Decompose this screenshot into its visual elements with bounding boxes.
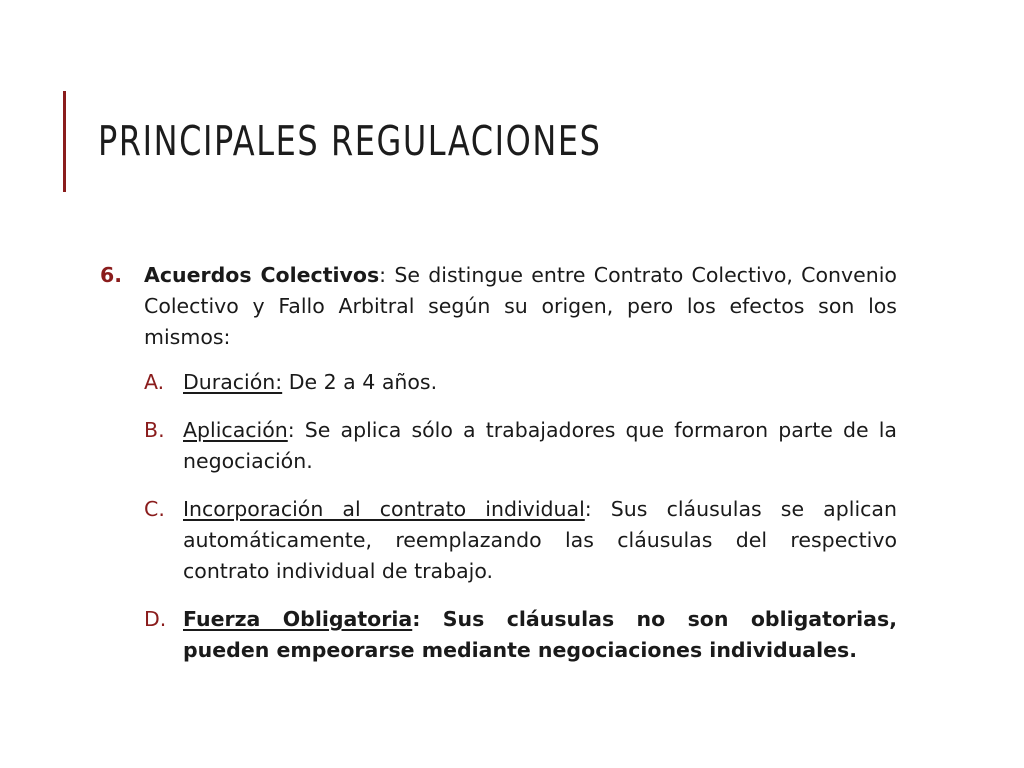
- sub-item-body: [183, 415, 897, 477]
- sub-item-body: [183, 604, 897, 666]
- sub-item-text: : Se aplica sólo a trabajadores que formaron parte de la negociación.: [183, 418, 897, 473]
- sub-item-body: [183, 494, 897, 587]
- sub-item-text: : Sus cláusulas no son obligatorias, pueden empeorarse mediante negociaciones individuales.: [183, 607, 897, 662]
- sub-item-c: [144, 494, 897, 587]
- slide-title: PRINCIPALES REGULACIONES: [98, 117, 602, 165]
- item-number: 6.: [100, 263, 123, 287]
- sub-item-term: Aplicación: [183, 418, 288, 442]
- sub-item-marker: C.: [144, 497, 165, 521]
- sub-item-term: Fuerza Obligatoria: [183, 607, 413, 631]
- accent-bar: [63, 91, 66, 192]
- slide-content: [100, 260, 897, 683]
- sub-item-marker: B.: [144, 418, 165, 442]
- item-text: : Se distingue entre Contrato Colectivo, Convenio Colectivo y Fallo Arbitral según su origen, pero los efectos son los mismos:: [144, 263, 897, 349]
- sub-list: [144, 367, 897, 666]
- sub-item-d: [144, 604, 897, 666]
- item-label: Acuerdos Colectivos: [144, 263, 380, 287]
- sub-item-text: : Sus cláusulas se aplican automáticamente, reemplazando las cláusulas del respectivo contrato individual de trabajo.: [183, 497, 897, 583]
- sub-item-marker: A.: [144, 370, 165, 394]
- sub-item-b: [144, 415, 897, 477]
- sub-item-term: Duración:: [183, 370, 283, 394]
- sub-item-a: [144, 367, 897, 398]
- sub-item-text: De 2 a 4 años.: [282, 370, 438, 394]
- sub-item-body: [183, 367, 897, 398]
- list-item-6: [100, 260, 897, 353]
- sub-item-term: Incorporación al contrato individual: [183, 497, 585, 521]
- item-body: [144, 260, 897, 353]
- sub-item-marker: D.: [144, 607, 167, 631]
